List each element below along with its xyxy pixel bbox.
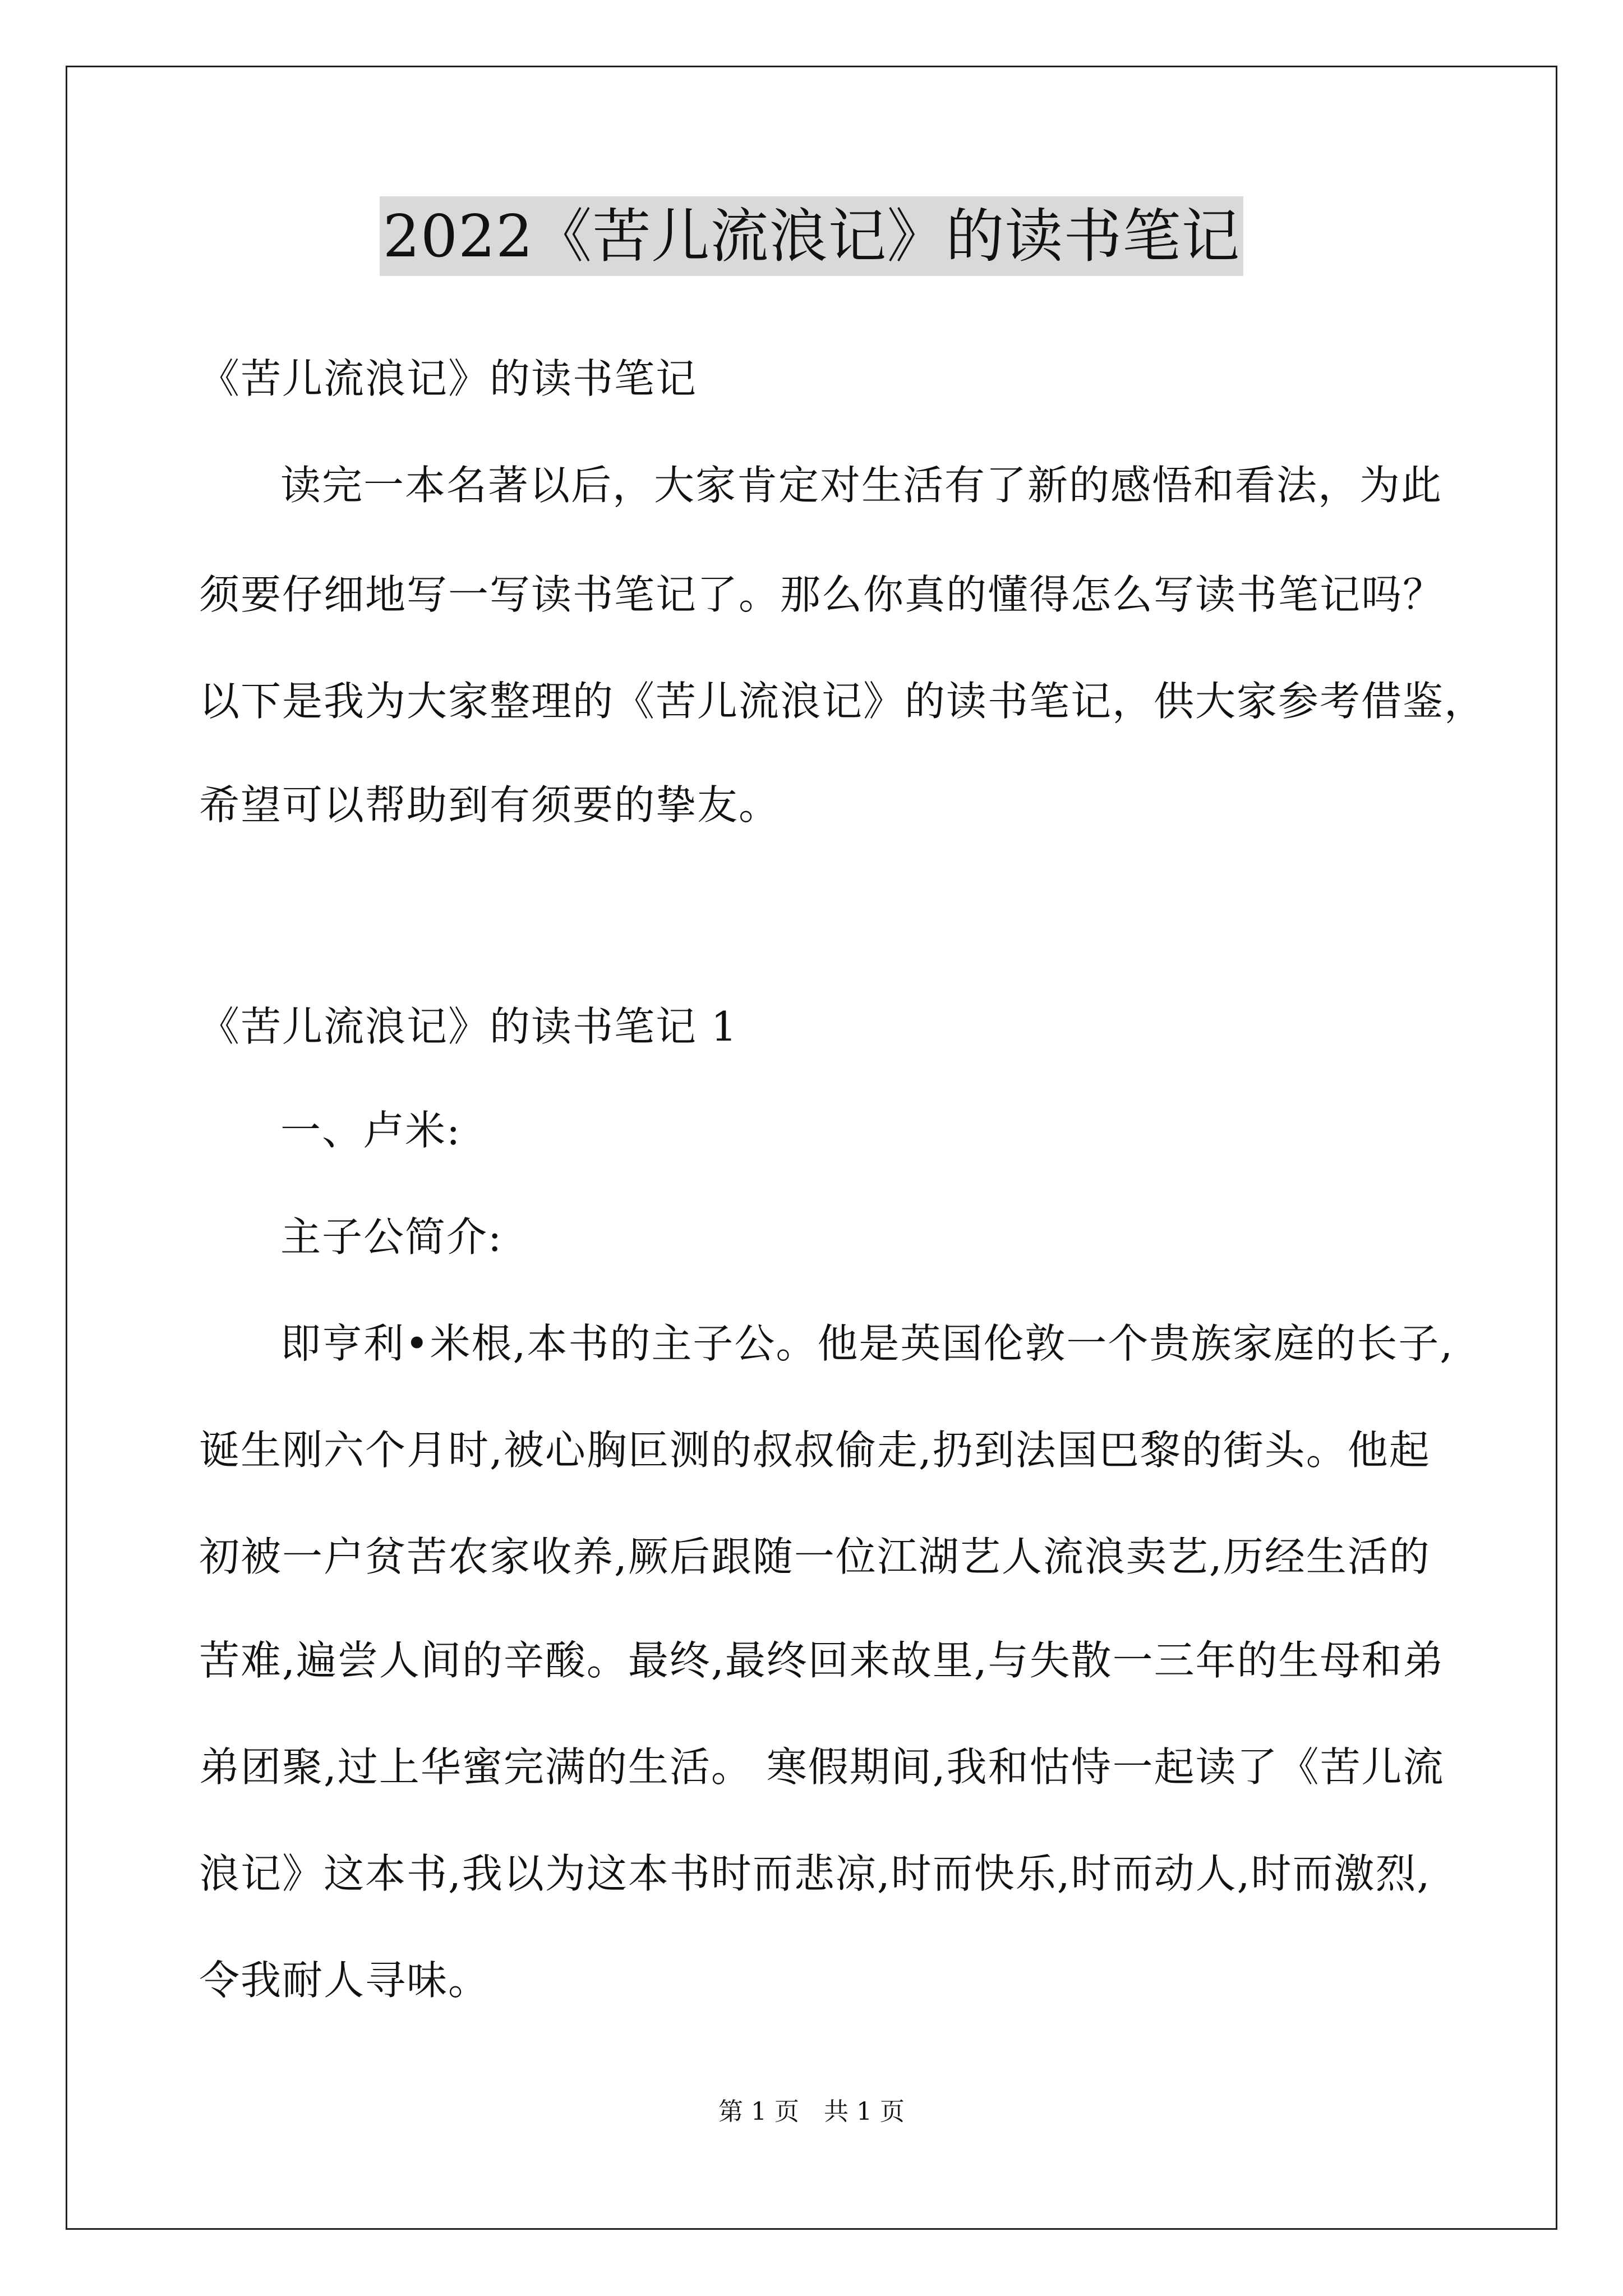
title-container [0,196,1623,276]
body-line: 诞生刚六个月时,被心胸叵测的叔叔偷走,扔到法国巴黎的街头。他起 [199,1427,1431,1474]
document-title: 2022《苦儿流浪记》的读书笔记 [380,196,1244,276]
body-line: 弟团聚,过上华蜜完满的生活。 寒假期间,我和怙恃一起读了《苦儿流 [199,1743,1445,1791]
intro-line: 须要仔细地写一写读书笔记了。那么你真的懂得怎么写读书笔记吗？ [199,571,1445,618]
body-line: 浪记》这本书,我以为这本书时而悲凉,时而快乐,时而动人,时而激烈, [199,1850,1431,1897]
body-line: 令我耐人寻味。 [199,1957,490,2004]
body-line: 初被一户贫苦农家收养,厥后跟随一位江湖艺人流浪卖艺,历经生活的 [199,1533,1431,1580]
subtitle: 《苦儿流浪记》的读书笔记 [199,355,698,402]
subheading: 主子公简介: [280,1213,503,1260]
intro-line: 希望可以帮助到有须要的挚友。 [199,781,781,829]
section-heading: 《苦儿流浪记》的读书笔记 1 [199,1003,738,1050]
body-line: 即亨利•米根,本书的主子公。他是英国伦敦一个贵族家庭的长子, [280,1320,1454,1367]
body-line: 苦难,遍尝人间的辛酸。最终,最终回来故里,与失散一三年的生母和弟 [199,1637,1445,1684]
subheading: 一、卢米: [280,1107,462,1154]
page-number: 第 1 页 共 1 页 [718,2097,905,2126]
intro-line: 读完一本名著以后，大家肯定对生活有了新的感悟和看法，为此 [280,462,1443,509]
intro-line: 以下是我为大家整理的《苦儿流浪记》的读书笔记，供大家参考借鉴， [199,678,1486,725]
